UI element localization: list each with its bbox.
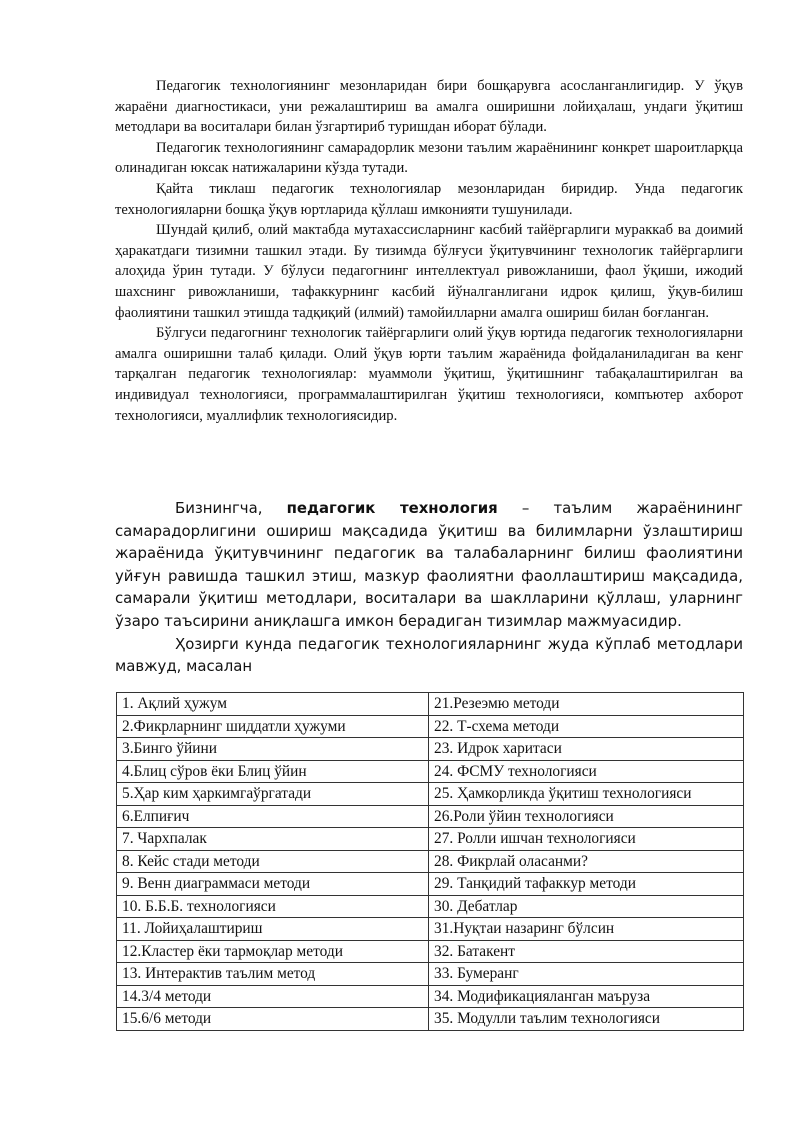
table-cell: 8. Кейс стади методи (117, 850, 429, 873)
table-row (117, 985, 744, 1008)
table-cell: 29. Танқидий тафаккур методи (429, 873, 744, 896)
table-cell: 34. Модификацияланган маъруза (429, 985, 744, 1008)
paragraph: Педагогик технологиянинг самарадорлик мезони таълим жараёнининг конкрет шароитларқца олинадиган юксак натижаларини кўзда тутади. (115, 139, 743, 177)
table-cell: 7. Чархпалак (117, 828, 429, 851)
table-row (117, 693, 744, 716)
table-row (117, 805, 744, 828)
table-cell: 5.Ҳар ким ҳаркимгаўргатади (117, 783, 429, 806)
table-cell: 4.Блиц сўров ёки Блиц ўйин (117, 760, 429, 783)
table-row (117, 850, 744, 873)
table-row (117, 738, 744, 761)
table-cell: 15.6/6 методи (117, 1008, 429, 1031)
table-cell: 14.3/4 методи (117, 985, 429, 1008)
table-row (117, 940, 744, 963)
table-cell: 30. Дебатлар (429, 895, 744, 918)
table-cell: 11. Лойиҳалаштириш (117, 918, 429, 941)
table-cell: 6.Елпиғич (117, 805, 429, 828)
table-cell: 12.Кластер ёки тармоқлар методи (117, 940, 429, 963)
table-cell: 33. Бумеранг (429, 963, 744, 986)
paragraph: Педагогик технологиянинг мезонларидан бири бошқарувга асосланганлигидир. У ўқув жараёни диагностикаси, уни режалаштириш ва амалга оширишни лойиҳалаш, ундаги ўқитиш методлари ва воситалари билан ўзгартириб туришдан иборат бўлади. (115, 78, 743, 136)
definition-term: педагогик технология (286, 499, 498, 517)
table-cell: 26.Роли ўйин технологияси (429, 805, 744, 828)
table-cell: 24. ФСМУ технологияси (429, 760, 744, 783)
table-cell: 22. Т-схема методи (429, 715, 744, 738)
paragraph: Шундай қилиб, олий мактабда мутахассисларнинг касбий тайёргарлиги мураккаб ва доимий ҳаракатдаги тизимни ташкил этади. Бу тизимда бўлғуси ўқитувчининг технологик тайёргарлиги алоҳида ўрин тутади. У бўлуси педагогнинг интеллектуал ривожланиши, фаол ўқиши, ижодий шахснинг ривожланиши, тафаккурнинг касбий йўналганлигани идрок қилиш, ўқув-билиш фаолиятини ташкил этишда тадқиқий (илмий) тамойилларни амалга ошириш билан боғланган. (115, 222, 743, 321)
table-cell: 32. Батакент (429, 940, 744, 963)
table-row (117, 918, 744, 941)
table-cell: 2.Фикрларнинг шиддатли ҳужуми (117, 715, 429, 738)
methods-table (116, 692, 744, 1031)
table-row (117, 760, 744, 783)
table-row (117, 715, 744, 738)
table-row (117, 1008, 744, 1031)
body-text-upper (115, 76, 743, 426)
definition-text: – таълим жараёнининг самарадорлигини ошириш мақсадида ўқитиш ва билимларни ўзлаштириш жараёнида ўқитувчининг педагогик ва талабаларнинг билиш фаолиятини уйғун равишда ташкил этиш, мазкур фаолиятни фаоллаштириш мақсадида, самарали ўқитиш методлари, воситалари ва шаклларини қўллаш, уларнинг ўзаро таъсирини аниқлашга имкон берадиган тизимлар мажмуасидир. (115, 499, 743, 630)
table-row (117, 873, 744, 896)
table-cell: 23. Идрок харитаси (429, 738, 744, 761)
table-cell: 31.Нуқтаи назаринг бўлсин (429, 918, 744, 941)
table-cell: 10. Б.Б.Б. технологияси (117, 895, 429, 918)
table-row (117, 895, 744, 918)
definition-lead: Бизнингча, (175, 499, 263, 517)
table-row (117, 828, 744, 851)
table-cell: 21.Резеэмю методи (429, 693, 744, 716)
table-cell: 3.Бинго ўйини (117, 738, 429, 761)
table-cell: 35. Модулли таълим технологияси (429, 1008, 744, 1031)
table-cell: 1. Ақлий ҳужум (117, 693, 429, 716)
table-row (117, 783, 744, 806)
paragraph: Қайта тиклаш педагогик технологиялар мезонларидан биридир. Унда педагогик технологияларни бошқа ўқув юртларида қўллаш имконияти тушунилади. (115, 180, 743, 218)
table-row (117, 963, 744, 986)
table-cell: 9. Венн диаграммаси методи (117, 873, 429, 896)
table-cell: 27. Ролли ишчан технологияси (429, 828, 744, 851)
intro-paragraph: Ҳозирги кунда педагогик технологияларнинг жуда кўплаб методлари мавжуд, масалан (115, 634, 743, 676)
paragraph: Бўлгуси педагогнинг технологик тайёргарлиги олий ўқув юртида педагогик технологияларни амалга оширишни талаб қилади. Олий ўқув юрти таълим жараёнида фойдаланиладиган ва кенг тарқалган педагогик технологиялар: муаммоли ўқитиш, ўқитишнинг табақалаштирилган ва индивидуал технологияси, программалаштирилган ўқитиш технологияси, компъютер ахборот технологияси, муаллифлик технологиясидир. (115, 325, 743, 424)
table-cell: 25. Ҳамкорликда ўқитиш технологияси (429, 783, 744, 806)
table-cell: 28. Фикрлай оласанми? (429, 850, 744, 873)
body-text-lower (115, 497, 743, 678)
table-cell: 13. Интерактив таълим метод (117, 963, 429, 986)
definition-paragraph (115, 497, 743, 633)
